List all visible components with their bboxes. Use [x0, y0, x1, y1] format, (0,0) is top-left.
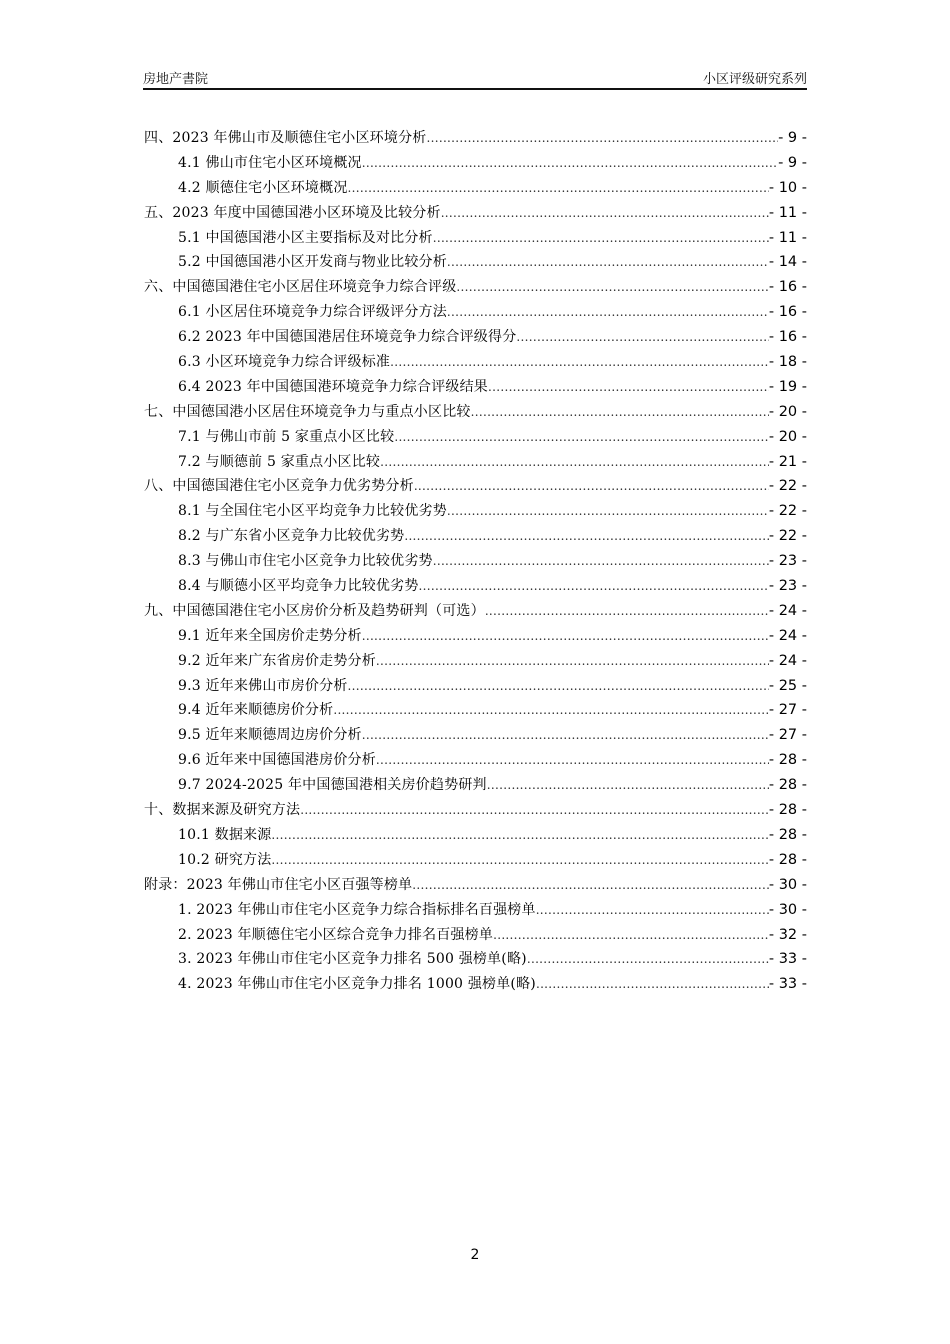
toc-dot-leader — [493, 923, 769, 948]
toc-entry-title: 9.4 近年来顺德房价分析 — [178, 702, 334, 719]
toc-entry-page: - 27 - — [768, 727, 807, 744]
toc-entry-page: - 24 - — [768, 652, 807, 669]
toc-entry-page: - 25 - — [768, 677, 807, 694]
toc-entry-page: - 19 - — [768, 378, 807, 395]
toc-section-entry[interactable] — [144, 674, 807, 699]
header-series-title: 小区评级研究系列 — [702, 72, 807, 87]
toc-entry-page: - 10 - — [768, 179, 807, 196]
toc-section-entry[interactable] — [144, 499, 807, 524]
toc-entry-page: - 33 - — [768, 976, 807, 993]
toc-entry-title: 9.5 近年来顺德周边房价分析 — [178, 727, 362, 744]
toc-entry-title: 5.2 中国德国港小区开发商与物业比较分析 — [178, 254, 447, 271]
toc-section-entry[interactable] — [144, 450, 807, 475]
toc-dot-leader — [300, 798, 769, 823]
toc-entry-title: 十、数据来源及研究方法 — [144, 802, 301, 819]
toc-entry-page: - 28 - — [768, 851, 807, 868]
toc-entry-title: 9.1 近年来全国房价走势分析 — [178, 627, 362, 644]
toc-entry-title: 八、中国德国港住宅小区竞争力优劣势分析 — [144, 478, 414, 495]
toc-chapter-entry[interactable] — [144, 873, 807, 898]
toc-dot-leader — [376, 748, 769, 773]
toc-dot-leader — [380, 450, 769, 475]
toc-entry-page: - 16 - — [768, 279, 807, 296]
toc-dot-leader — [333, 698, 769, 723]
toc-entry-page: - 21 - — [768, 453, 807, 470]
toc-entry-title: 4.1 佛山市住宅小区环境概况 — [178, 154, 362, 171]
toc-entry-page: - 22 - — [768, 478, 807, 495]
toc-chapter-entry[interactable] — [144, 474, 807, 499]
toc-entry-page: - 27 - — [768, 702, 807, 719]
toc-entry-title: 8.1 与全国住宅小区平均竞争力比较优劣势 — [178, 503, 447, 520]
toc-entry-page: - 20 - — [768, 428, 807, 445]
page-header — [143, 68, 807, 88]
toc-section-entry[interactable] — [144, 350, 807, 375]
toc-dot-leader — [447, 300, 769, 325]
toc-section-entry[interactable] — [144, 624, 807, 649]
toc-entry-page: - 28 - — [768, 752, 807, 769]
toc-entry-title: 6.1 小区居住环境竞争力综合评级评分方法 — [178, 304, 447, 321]
toc-dot-leader — [433, 549, 769, 574]
toc-entry-page: - 16 - — [768, 304, 807, 321]
toc-entry-title: 附录：2023 年佛山市住宅小区百强等榜单 — [144, 876, 413, 893]
toc-entry-title: 10.2 研究方法 — [178, 851, 272, 868]
toc-dot-leader — [488, 375, 769, 400]
toc-section-entry[interactable] — [144, 524, 807, 549]
toc-entry-page: - 20 - — [768, 403, 807, 420]
toc-entry-title: 五、2023 年度中国德国港小区环境及比较分析 — [144, 204, 441, 221]
toc-entry-title: 四、2023 年佛山市及顺德住宅小区环境分析 — [144, 130, 427, 146]
toc-chapter-entry[interactable] — [144, 599, 807, 624]
toc-dot-leader — [456, 275, 768, 300]
toc-dot-leader — [362, 151, 778, 176]
toc-section-entry[interactable] — [144, 325, 807, 350]
toc-entry-title: 9.6 近年来中国德国港房价分析 — [178, 752, 376, 769]
toc-entry-title: 10.1 数据来源 — [178, 826, 272, 843]
toc-entry-title: 6.3 小区环境竞争力综合评级标准 — [178, 354, 391, 371]
toc-entry-title: 6.4 2023 年中国德国港环境竞争力综合评级结果 — [178, 378, 488, 395]
toc-section-entry[interactable] — [144, 748, 807, 773]
toc-entry-title: 9.2 近年来广东省房价走势分析 — [178, 652, 376, 669]
toc-entry-title: 9.3 近年来佛山市房价分析 — [178, 677, 348, 694]
toc-section-entry[interactable] — [144, 947, 807, 972]
toc-entry-title: 7.2 与顺德前 5 家重点小区比较 — [178, 453, 381, 470]
toc-entry-page: - 32 - — [768, 926, 807, 943]
toc-entry-page: - 28 - — [768, 802, 807, 819]
toc-entry-title: 9.7 2024-2025 年中国德国港相关房价趋势研判 — [178, 777, 487, 794]
toc-section-entry[interactable] — [144, 972, 807, 997]
toc-entry-page: - 22 - — [768, 528, 807, 545]
toc-chapter-entry[interactable] — [144, 201, 807, 226]
toc-section-entry[interactable] — [144, 773, 807, 798]
toc-dot-leader — [412, 873, 769, 898]
toc-entry-title: 6.2 2023 年中国德国港居住环境竞争力综合评级得分 — [178, 329, 517, 346]
toc-entry-title: 七、中国德国港小区居住环境竞争力与重点小区比较 — [144, 403, 471, 420]
toc-dot-leader — [487, 773, 769, 798]
toc-dot-leader — [271, 848, 768, 873]
toc-dot-leader — [362, 723, 769, 748]
toc-section-entry[interactable] — [144, 823, 807, 848]
toc-dot-leader — [485, 599, 769, 624]
toc-dot-leader — [362, 624, 769, 649]
toc-entry-page: - 28 - — [768, 826, 807, 843]
toc-section-entry[interactable] — [144, 898, 807, 923]
toc-entry-page: - 23 - — [768, 553, 807, 570]
toc-chapter-entry[interactable] — [144, 275, 807, 300]
toc-section-entry[interactable] — [144, 549, 807, 574]
toc-section-entry[interactable] — [144, 649, 807, 674]
toc-entry-page: - 11 - — [768, 204, 807, 221]
toc-chapter-entry[interactable] — [144, 126, 807, 151]
toc-dot-leader — [348, 176, 769, 201]
toc-section-entry[interactable] — [144, 723, 807, 748]
header-divider — [143, 88, 807, 90]
toc-entry-title: 8.3 与佛山市住宅小区竞争力比较优劣势 — [178, 553, 433, 570]
header-publisher: 房地产書院 — [143, 72, 209, 87]
toc-dot-leader — [348, 674, 769, 699]
toc-dot-leader — [376, 649, 769, 674]
toc-section-entry[interactable] — [144, 848, 807, 873]
toc-entry-page: - 9 - — [778, 130, 807, 146]
toc-entry-title: 8.2 与广东省小区竞争力比较优劣势 — [178, 528, 405, 545]
toc-entry-title: 3. 2023 年佛山市住宅小区竞争力排名 500 强榜单(略) — [178, 951, 527, 968]
toc-dot-leader — [536, 898, 769, 923]
toc-entry-title: 8.4 与顺德小区平均竞争力比较优劣势 — [178, 578, 419, 595]
toc-entry-page: - 33 - — [768, 951, 807, 968]
toc-entry-page: - 11 - — [768, 229, 807, 246]
toc-entry-title: 2. 2023 年顺德住宅小区综合竞争力排名百强榜单 — [178, 926, 494, 943]
toc-dot-leader — [447, 499, 769, 524]
toc-dot-leader — [271, 823, 768, 848]
toc-entry-title: 六、中国德国港住宅小区居住环境竞争力综合评级 — [144, 279, 457, 296]
toc-section-entry[interactable] — [144, 300, 807, 325]
toc-dot-leader — [404, 524, 769, 549]
toc-entry-page: - 9 - — [778, 154, 807, 171]
toc-section-entry[interactable] — [144, 226, 807, 251]
toc-entry-title: 5.1 中国德国港小区主要指标及对比分析 — [178, 229, 433, 246]
toc-dot-leader — [419, 574, 769, 599]
toc-entry-page: - 28 - — [768, 777, 807, 794]
toc-dot-leader — [447, 250, 769, 275]
toc-entry-page: - 16 - — [768, 329, 807, 346]
toc-entry-title: 4. 2023 年佛山市住宅小区竞争力排名 1000 强榜单(略) — [178, 976, 536, 993]
toc-entry-title: 九、中国德国港住宅小区房价分析及趋势研判（可选） — [144, 602, 485, 619]
table-of-contents — [144, 126, 807, 997]
toc-entry-page: - 24 - — [768, 602, 807, 619]
toc-section-entry[interactable] — [144, 375, 807, 400]
toc-dot-leader — [536, 972, 769, 997]
toc-dot-leader — [441, 201, 769, 226]
toc-entry-page: - 30 - — [768, 876, 807, 893]
toc-dot-leader — [390, 350, 769, 375]
toc-section-entry[interactable] — [144, 923, 807, 948]
toc-dot-leader — [394, 425, 769, 450]
toc-dot-leader — [433, 226, 769, 251]
toc-section-entry[interactable] — [144, 151, 807, 176]
toc-entry-page: - 14 - — [768, 254, 807, 271]
toc-entry-page: - 18 - — [768, 354, 807, 371]
toc-dot-leader — [414, 474, 769, 499]
toc-entry-title: 1. 2023 年佛山市住宅小区竞争力综合指标排名百强榜单 — [178, 901, 536, 918]
toc-entry-page: - 30 - — [768, 901, 807, 918]
toc-dot-leader — [516, 325, 768, 350]
toc-entry-page: - 24 - — [768, 627, 807, 644]
toc-entry-page: - 23 - — [768, 578, 807, 595]
page-number: 2 — [470, 1247, 480, 1263]
toc-section-entry[interactable] — [144, 574, 807, 599]
toc-dot-leader — [527, 947, 769, 972]
toc-chapter-entry[interactable] — [144, 798, 807, 823]
toc-entry-title: 7.1 与佛山市前 5 家重点小区比较 — [178, 428, 395, 445]
toc-entry-title: 4.2 顺德住宅小区环境概况 — [178, 179, 348, 196]
toc-entry-page: - 22 - — [768, 503, 807, 520]
toc-section-entry[interactable] — [144, 250, 807, 275]
toc-section-entry[interactable] — [144, 176, 807, 201]
toc-dot-leader — [426, 126, 778, 151]
toc-section-entry[interactable] — [144, 425, 807, 450]
toc-dot-leader — [471, 400, 769, 425]
toc-section-entry[interactable] — [144, 698, 807, 723]
toc-chapter-entry[interactable] — [144, 400, 807, 425]
